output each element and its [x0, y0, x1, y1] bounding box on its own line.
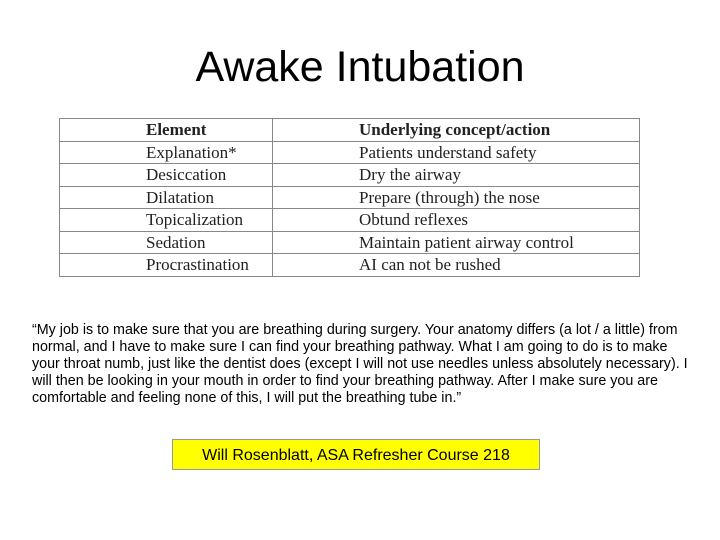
citation-box: Will Rosenblatt, ASA Refresher Course 218 — [172, 439, 540, 470]
concept-cell: Obtund reflexes — [273, 209, 640, 232]
slide-title: Awake Intubation — [195, 43, 525, 91]
table-row — [60, 209, 640, 232]
concept-cell: Dry the airway — [273, 164, 640, 187]
table-row — [60, 141, 640, 164]
header-element: Element — [60, 119, 273, 142]
element-cell: Desiccation — [60, 164, 273, 187]
awake-intubation-table — [59, 118, 640, 277]
table-row — [60, 164, 640, 187]
table-header-row — [60, 119, 640, 142]
header-concept: Underlying concept/action — [273, 119, 640, 142]
element-cell: Sedation — [60, 231, 273, 254]
concept-cell: Prepare (through) the nose — [273, 186, 640, 209]
concept-cell: Maintain patient airway control — [273, 231, 640, 254]
element-cell: Explanation* — [60, 141, 273, 164]
element-cell: Dilatation — [60, 186, 273, 209]
element-cell: Topicalization — [60, 209, 273, 232]
table-row — [60, 186, 640, 209]
patient-explanation-quote: “My job is to make sure that you are breathing during surgery. Your anatomy differs (a lot / a little) from normal, and I have to make sure I can find your breathing pathway. What I am going to do is to make your throat numb, just like the dentist does (except I will not use needles unless absolutely necessary). I will then be looking in your mouth in order to find your breathing pathway. After I make sure you are comfortable and feeling none of this, I will put the breathing tube in.” — [32, 322, 688, 406]
concept-cell: AI can not be rushed — [273, 254, 640, 277]
element-cell: Procrastination — [60, 254, 273, 277]
concept-cell: Patients understand safety — [273, 141, 640, 164]
table-row — [60, 231, 640, 254]
table-row — [60, 254, 640, 277]
